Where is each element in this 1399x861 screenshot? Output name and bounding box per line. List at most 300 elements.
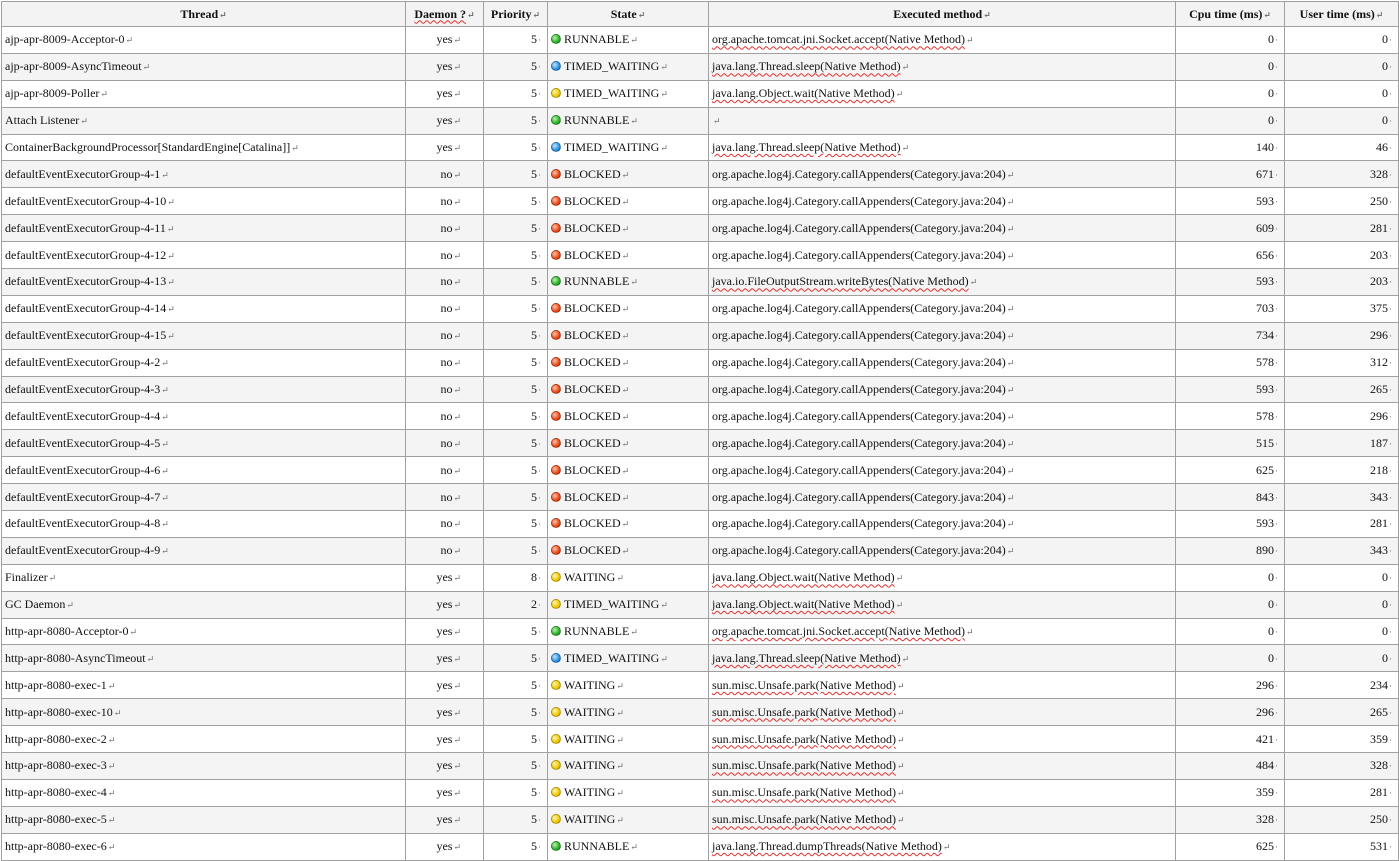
cell-mark-icon: · [1275,385,1278,396]
daemon-cell [406,726,484,753]
state-value: BLOCKED [564,166,621,181]
daemon-value: no [440,435,453,450]
daemon-value: no [440,274,453,289]
state-indicator-icon [551,707,561,717]
method-cell [709,511,1176,538]
thread-name-cell [2,161,406,188]
state-indicator-icon [551,626,561,636]
priority-value: 5 [531,677,537,692]
thread-name-cell [2,833,406,860]
cpu-time-value: 625 [1256,839,1274,854]
paragraph-mark-icon: ↵ [1006,546,1015,557]
user-time-cell [1285,537,1399,564]
method-cell [709,161,1176,188]
paragraph-mark-icon: ↵ [1006,223,1015,234]
paragraph-mark-icon: ↵ [713,116,721,127]
state-value: RUNNABLE [564,32,630,47]
paragraph-mark-icon: ↵ [453,546,461,557]
paragraph-mark-icon: ↵ [630,842,638,853]
cell-mark-icon: · [538,734,541,745]
cell-mark-icon: · [1275,304,1278,315]
cell-mark-icon: · [1275,761,1278,772]
daemon-value: yes [436,758,453,773]
method-cell [709,322,1176,349]
cell-mark-icon: · [1275,680,1278,691]
user-time-value: 203 [1370,247,1388,262]
paragraph-mark-icon: ↵ [453,761,461,772]
method-cell [709,349,1176,376]
state-indicator-icon [551,814,561,824]
paragraph-mark-icon: ↵ [453,89,461,100]
paragraph-mark-icon: ↵ [621,169,630,180]
method-value: org.apache.log4j.Category.callAppenders(Category.java:204) [712,408,1006,423]
cpu-time-cell [1176,215,1285,242]
state-cell [548,806,709,833]
daemon-cell [406,779,484,806]
paragraph-mark-icon: ↵ [966,627,974,638]
priority-cell [484,27,548,54]
cell-mark-icon: · [538,600,541,611]
user-time-cell [1285,295,1399,322]
table-row [2,591,1399,618]
user-time-value: 0 [1382,650,1388,665]
thread-name-cell [2,511,406,538]
user-time-cell [1285,27,1399,54]
paragraph-mark-icon: ↵ [616,573,624,584]
state-indicator-icon [551,88,561,98]
col-header-thread[interactable]: Thread↵ [2,2,406,27]
thread-name-cell [2,618,406,645]
cpu-time-value: 0 [1268,59,1274,74]
method-value: java.lang.Thread.dumpThreads(Native Method) [712,839,942,854]
daemon-cell [406,618,484,645]
state-indicator-icon [551,518,561,528]
method-cell [709,242,1176,269]
user-time-cell [1285,53,1399,80]
paragraph-mark-icon: ↵ [453,304,461,315]
paragraph-mark-icon: ↵ [100,89,108,100]
daemon-cell [406,806,484,833]
table-row [2,107,1399,134]
state-value: TIMED_WAITING [564,597,660,612]
paragraph-mark-icon: ↵ [1006,519,1015,530]
cpu-time-cell [1176,511,1285,538]
state-cell [548,295,709,322]
thread-name-cell [2,645,406,672]
cpu-time-value: 296 [1256,704,1274,719]
cell-mark-icon: · [1275,788,1278,799]
paragraph-mark-icon: ↵ [453,573,461,584]
cell-mark-icon: · [538,277,541,288]
daemon-cell [406,537,484,564]
priority-value: 8 [531,570,537,585]
method-cell [709,537,1176,564]
cpu-time-value: 0 [1268,650,1274,665]
priority-value: 5 [531,839,537,854]
thread-name: http-apr-8080-exec-1 [5,677,107,692]
method-value: org.apache.log4j.Category.callAppenders(Category.java:204) [712,220,1006,235]
thread-name-cell [2,242,406,269]
thread-name: defaultEventExecutorGroup-4-10 [5,193,167,208]
cell-mark-icon: · [1389,116,1392,127]
user-time-cell [1285,376,1399,403]
paragraph-mark-icon: ↵ [969,277,978,288]
paragraph-mark-icon: ↵ [453,143,461,153]
method-value: java.lang.Thread.sleep(Native Method) [712,59,901,74]
daemon-value: yes [436,113,453,128]
table-row [2,537,1399,564]
paragraph-mark-icon: ↵ [901,143,910,153]
user-time-cell [1285,430,1399,457]
cpu-time-value: 593 [1256,193,1274,208]
state-cell [548,349,709,376]
state-indicator-icon [551,223,561,233]
method-cell [709,27,1176,54]
state-value: WAITING [564,731,616,746]
user-time-cell [1285,618,1399,645]
state-cell [548,53,709,80]
paragraph-mark-icon: ↵ [630,627,638,638]
thread-name: defaultEventExecutorGroup-4-15 [5,328,167,343]
paragraph-mark-icon: ↵ [48,573,57,584]
daemon-value: no [440,408,453,423]
priority-value: 5 [531,59,537,74]
method-value: java.io.FileOutputStream.writeBytes(Native Method) [712,274,969,289]
daemon-cell [406,645,484,672]
daemon-value: yes [436,704,453,719]
method-cell [709,645,1176,672]
paragraph-mark-icon: ↵ [167,196,175,207]
cell-mark-icon: · [538,465,541,476]
method-cell [709,779,1176,806]
thread-name: defaultEventExecutorGroup-4-6 [5,462,161,477]
paragraph-mark-icon: ↵ [453,223,461,234]
thread-name-cell [2,295,406,322]
daemon-cell [406,322,484,349]
cpu-time-cell [1176,618,1285,645]
cell-mark-icon: · [1389,788,1392,799]
priority-value: 5 [531,355,537,370]
paragraph-mark-icon: ↵ [161,519,169,530]
cpu-time-cell [1176,27,1285,54]
paragraph-mark-icon: ↵ [161,546,169,557]
priority-value: 5 [531,328,537,343]
cell-mark-icon: · [538,250,541,261]
priority-cell [484,134,548,161]
method-value: org.apache.log4j.Category.callAppenders(Category.java:204) [712,543,1006,558]
table-row [2,484,1399,511]
thread-name: defaultEventExecutorGroup-4-11 [5,220,166,235]
paragraph-mark-icon: ↵ [942,842,951,853]
state-cell [548,403,709,430]
paragraph-mark-icon: ↵ [896,815,905,826]
user-time-value: 46 [1376,140,1388,154]
priority-cell [484,107,548,134]
cpu-time-value: 484 [1256,758,1274,773]
daemon-cell [406,511,484,538]
cell-mark-icon: · [1275,89,1278,100]
paragraph-mark-icon: ↵ [167,331,175,342]
paragraph-mark-icon: ↵ [161,169,169,180]
cpu-time-value: 0 [1268,570,1274,585]
table-row [2,80,1399,107]
method-cell [709,699,1176,726]
thread-name-cell [2,107,406,134]
cpu-time-value: 593 [1256,382,1274,397]
thread-name: ajp-apr-8009-Poller [5,86,100,101]
thread-name: defaultEventExecutorGroup-4-1 [5,166,161,181]
cpu-time-value: 578 [1256,355,1274,370]
priority-cell [484,457,548,484]
thread-name-cell [2,564,406,591]
cell-mark-icon: · [538,169,541,180]
paragraph-mark-icon: ↵ [1006,438,1015,449]
cell-mark-icon: · [538,519,541,530]
thread-name-cell [2,806,406,833]
paragraph-mark-icon: ↵ [453,653,461,664]
daemon-value: no [440,193,453,208]
daemon-value: no [440,355,453,370]
cpu-time-value: 734 [1256,328,1274,343]
method-cell [709,753,1176,780]
daemon-cell [406,107,484,134]
thread-name: http-apr-8080-exec-4 [5,785,107,800]
paragraph-mark-icon: ↵ [161,385,169,396]
method-cell [709,80,1176,107]
priority-value: 5 [531,408,537,423]
state-indicator-icon [551,142,561,152]
method-cell [709,53,1176,80]
cell-mark-icon: · [1275,438,1278,449]
user-time-value: 0 [1382,32,1388,47]
paragraph-mark-icon: ↵ [66,600,74,611]
cpu-time-cell [1176,564,1285,591]
cell-mark-icon: · [1275,600,1278,611]
paragraph-mark-icon: ↵ [453,788,461,799]
method-cell [709,591,1176,618]
thread-name: defaultEventExecutorGroup-4-8 [5,516,161,531]
thread-name-cell [2,726,406,753]
thread-name: Finalizer [5,570,48,585]
state-value: BLOCKED [564,408,621,423]
user-time-value: 0 [1382,624,1388,639]
cell-mark-icon: · [538,304,541,315]
thread-name-cell [2,457,406,484]
priority-value: 5 [531,113,537,128]
state-indicator-icon [551,545,561,555]
state-cell [548,376,709,403]
paragraph-mark-icon: ↵ [660,89,668,100]
paragraph-mark-icon: ↵ [1006,169,1015,180]
state-indicator-icon [551,438,561,448]
state-value: WAITING [564,677,616,692]
paragraph-mark-icon: ↵ [901,62,910,73]
state-cell [548,484,709,511]
thread-name-cell [2,349,406,376]
paragraph-mark-icon: ↵ [621,250,630,261]
cpu-time-value: 359 [1256,785,1274,800]
cell-mark-icon: · [1389,89,1392,100]
cell-mark-icon: · [1389,438,1392,449]
daemon-value: yes [436,731,453,746]
table-row [2,242,1399,269]
table-row [2,27,1399,54]
user-time-cell [1285,403,1399,430]
priority-value: 5 [531,86,537,101]
priority-cell [484,591,548,618]
method-cell [709,564,1176,591]
paragraph-mark-icon: ↵ [453,680,461,691]
priority-cell [484,269,548,296]
paragraph-mark-icon: ↵ [1006,385,1015,396]
daemon-cell [406,80,484,107]
cell-mark-icon: · [1389,653,1392,664]
daemon-value: no [440,516,453,531]
cell-mark-icon: · [1389,680,1392,691]
paragraph-mark-icon: ↵ [453,385,461,396]
method-cell [709,107,1176,134]
daemon-value: yes [436,677,453,692]
thread-name-cell [2,779,406,806]
state-value: BLOCKED [564,462,621,477]
paragraph-mark-icon: ↵ [107,788,116,799]
cpu-time-value: 656 [1256,247,1274,262]
cell-mark-icon: · [538,143,541,153]
state-indicator-icon [551,599,561,609]
daemon-cell [406,591,484,618]
paragraph-mark-icon: ↵ [621,196,630,207]
paragraph-mark-icon: ↵ [453,842,461,853]
table-row [2,511,1399,538]
state-cell [548,591,709,618]
table-row [2,779,1399,806]
cpu-time-cell [1176,672,1285,699]
state-cell [548,134,709,161]
priority-value: 5 [531,650,537,665]
thread-name-cell [2,215,406,242]
state-value: RUNNABLE [564,624,630,639]
thread-name-cell [2,537,406,564]
paragraph-mark-icon: ↵ [453,411,461,422]
cpu-time-cell [1176,779,1285,806]
method-cell [709,215,1176,242]
state-cell [548,457,709,484]
cell-mark-icon: · [1275,842,1278,853]
paragraph-mark-icon: ↵ [896,707,905,718]
state-cell [548,833,709,860]
thread-name: http-apr-8080-exec-3 [5,758,107,773]
thread-name: GC Daemon [5,597,66,612]
table-row [2,806,1399,833]
state-cell [548,564,709,591]
cell-mark-icon: · [1389,627,1392,638]
state-cell [548,430,709,457]
col-header-cpu-time[interactable]: Cpu time (ms)↵ [1176,2,1285,27]
state-value: WAITING [564,812,616,827]
priority-value: 5 [531,247,537,262]
daemon-value: no [440,543,453,558]
paragraph-mark-icon: ↵ [966,35,974,46]
col-header-priority[interactable]: Priority↵ [484,2,548,27]
cpu-time-cell [1176,107,1285,134]
cell-mark-icon: · [1389,196,1392,207]
daemon-cell [406,403,484,430]
cell-mark-icon: · [1275,465,1278,476]
daemon-value: no [440,301,453,316]
thread-name: ContainerBackgroundProcessor[StandardEngine[Catalina]] [5,140,291,154]
method-cell [709,833,1176,860]
priority-cell [484,484,548,511]
col-header-state[interactable]: State↵ [548,2,709,27]
daemon-value: no [440,382,453,397]
state-value: BLOCKED [564,328,621,343]
daemon-cell [406,53,484,80]
col-header-user-time[interactable]: User time (ms)↵ [1285,2,1399,27]
cell-mark-icon: · [1275,734,1278,745]
user-time-value: 234 [1370,677,1388,692]
table-row [2,726,1399,753]
thread-name-cell [2,269,406,296]
paragraph-mark-icon: ↵ [453,169,461,180]
thread-name-cell [2,53,406,80]
cell-mark-icon: · [1389,358,1392,369]
cell-mark-icon: · [538,653,541,664]
cpu-time-value: 0 [1268,86,1274,101]
cpu-time-value: 609 [1256,220,1274,235]
priority-value: 5 [531,166,537,181]
table-row [2,376,1399,403]
cell-mark-icon: · [1389,492,1392,503]
daemon-value: yes [436,785,453,800]
paragraph-mark-icon: ↵ [80,116,88,127]
method-value: java.lang.Thread.sleep(Native Method) [712,650,901,665]
priority-cell [484,699,548,726]
threads-table [1,1,1399,861]
method-cell [709,269,1176,296]
col-header-daemon[interactable]: Daemon ?↵ [406,2,484,27]
daemon-value: no [440,462,453,477]
method-value: org.apache.log4j.Category.callAppenders(Category.java:204) [712,247,1006,262]
paragraph-mark-icon: ↵ [616,788,624,799]
thread-name-cell [2,27,406,54]
method-value: java.lang.Thread.sleep(Native Method) [712,140,901,154]
daemon-value: no [440,166,453,181]
priority-cell [484,618,548,645]
thread-name-cell [2,376,406,403]
paragraph-mark-icon: ↵ [161,492,169,503]
user-time-value: 328 [1370,166,1388,181]
state-cell [548,161,709,188]
paragraph-mark-icon: ↵ [453,815,461,826]
method-cell [709,430,1176,457]
paragraph-mark-icon: ↵ [1006,196,1015,207]
thread-name: http-apr-8080-AsyncTimeout [5,650,146,665]
state-cell [548,645,709,672]
priority-cell [484,726,548,753]
state-cell [548,537,709,564]
state-indicator-icon [551,196,561,206]
cell-mark-icon: · [1275,169,1278,180]
cpu-time-cell [1176,403,1285,430]
state-value: BLOCKED [564,193,621,208]
col-header-method[interactable]: Executed method↵ [709,2,1176,27]
user-time-value: 343 [1370,489,1388,504]
cpu-time-cell [1176,591,1285,618]
priority-cell [484,322,548,349]
cpu-time-value: 421 [1256,731,1274,746]
state-value: BLOCKED [564,355,621,370]
cpu-time-value: 703 [1256,301,1274,316]
